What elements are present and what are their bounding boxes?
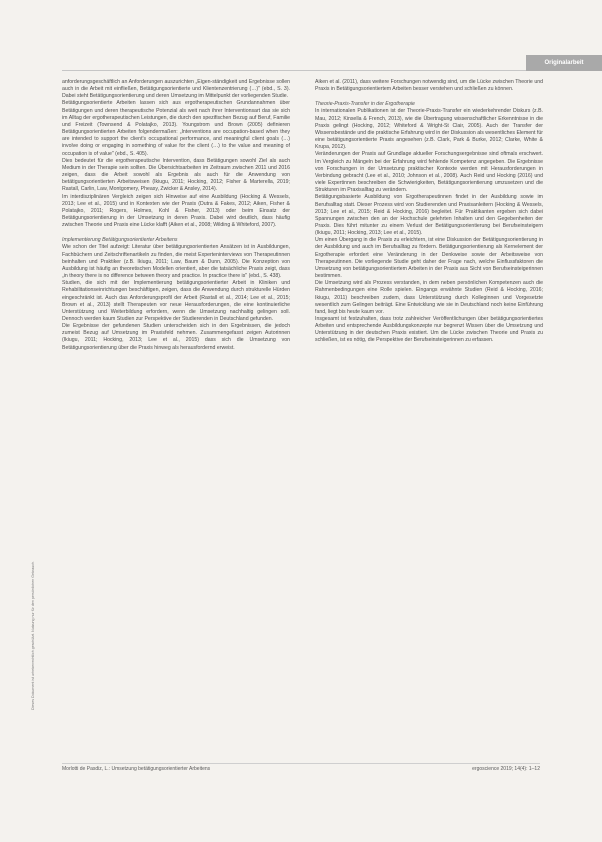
body-paragraph: Studien, die sich mit der Implementierung betätigungsorientierter Arbeit in Kliniken und Rehabilitationseinrichtungen beschäftigen, zeigen, dass die Anwendung durch strukturelle Hürden eingeschränkt ist. Auch das Anforderungsprofil der Arbeit (Rastall et al., 2014; Lee et al., 2015; Brown et al., 2013) stellt Therapeuten vor neue Herausforderungen, die eine kontinuierliche Unterstützung und Weiterbildung erfordern, wenn die Umsetzung nachhaltig gelingen soll. Dennoch werden kaum Studien zur Perspektive der Studierenden in Deutschland gefunden. [62,280,290,322]
copyright-side-note: Dieses Dokument ist urheberrechtlich geschützt. Nutzung nur für den persönlichen Gebrauch. [31,560,35,710]
body-paragraph: Betätigungsbasierte Ausbildung von Ergotherapeutinnen findet in der Ausbildung sowie im Berufsalltag statt. Dieser Prozess wird von Studierenden und Praxisanleitern (Hocking & Wessels, 2013; Lee et al., 2015; Reid & Hocking, 2016) begleitet. Für Praktikanten ergeben sich dabei Spannungen zwischen den an der Hochschule gelehrten Inhalten und den Gegebenheiten der Praxis. Dies führt mitunter zu einem Verlust der Betätigungsorientierung bei Berufseinsteigern (Ikiugu, 2011; Hocking, 2013; Lee et al., 2015). [315,194,543,237]
right-column [315,79,543,345]
body-paragraph: Wie schon der Titel aufzeigt: Literatur über betätigungsorientierten Ansätzen ist in Ausbildungen, Fachbüchern und Zeitschriftenartikeln zu finden, die meist Experteninterviews von Therapeutinnen beinhalten und Praktiker (z.B. Ikiugu, 2011; Law, Baum & Dunn, 2005). Die Konzeption von Ausbildung ist häufig an theoretischen Modellen orientiert, aber die tatsächliche Praxis zeigt, dass „in theory there is no difference between theory and practice. In practice there is" (ebd., S. 438). [62,244,290,280]
section-heading: Implementierung Betätigungsorientierter Arbeitens [62,237,178,244]
body-paragraph: Veränderungen der Praxis auf Grundlage aktueller Forschungsergebnisse sind oftmals erschwert. Im Vergleich zu Mängeln bei der Erfahrung wird fehlende Kompetenz angegeben. Die Ergebnisse von Forschungen in der Umsetzung praktischer Kontexte werden mit Herausforderungen in Verbindung gebracht (Lee et al., 2010; Johnson et al., 2008). Auch Reid und Hocking (2016) und viele Expertinnen beschreiben die Schwierigkeiten, Betätigungsorientierung umzusetzen und die Strukturen im Praxisalltag zu verändern. [315,151,543,194]
section-heading: Theorie-Praxis-Transfer in der Ergotherapie [315,101,415,108]
body-paragraph: Insgesamt ist festzuhalten, dass trotz zahlreicher Veröffentlichungen über betätigungsorientiertes Arbeiten und entsprechende Ausbildungskonzepte nur begrenzt Wissen über die Umsetzung und Unterstützung in der deutschen Praxis existiert. Um die Lücke zwischen Theorie und Praxis zu schließen, ist es nötig, die Perspektive der Berufseinsteigerinnen zu erfassen. [315,316,543,344]
body-paragraph: Die Umsetzung wird als Prozess verstanden, in dem neben persönlichen Kompetenzen auch die Rahmenbedingungen eine Rolle spielen. Eingangs erwähnte Studien (Reid & Hocking, 2016; Ikiugu, 2011) beschreiben zudem, dass Unterstützung durch Kolleginnen und Vorgesetzte wesentlich zum Gelingen beiträgt. Eine Entwicklung wie sie in Deutschland noch keine Einführung fand, liegt bis heute kaum vor. [315,280,543,315]
section-label: Originalarbeit [526,55,602,71]
paragraph-gap [315,93,543,101]
body-paragraph: Im interdisziplinären Vergleich zeigen sich Hinweise auf eine Ausbildung (Hocking & Wessels, 2013; Lee et al., 2015) und in Kontexten wie der Praxis (Dutra & Fakes, 2012; Aiken, Fisher & Polatajko, 2011; Rogers, Holmes, Kohl & Fisher, 2013) oder beim Einsatz der Betätigungsorientierung in der Umsetzung in deren Praxis. Dabei wird deutlich, dass häufig zwischen Theorie und Praxis eine Lücke klafft (Aiken et al., 2008; Wilding & Whiteford, 2007). [62,193,290,229]
body-paragraph: Dies bedeutet für die ergotherapeutische Intervention, dass Betätigungen sowohl Ziel als auch Medium in der Therapie sein sollten. Die Übersichtsarbeiten im Zeitraum zwischen 2011 und 2016 zeigen, dass die Arbeit sowohl als Ergebnis als auch für die Anwendung von betätigungsorientierten Arbeitsweisen (Ikiugu, 2011; Hocking, 2012; Fisher & Marterella, 2019; Rastall, Carlin, Law, Montgomery, Pheasy, Zwicker & Ansley, 2014). [62,157,290,193]
body-paragraph: Aiken et al. (2011), dass weitere Forschungen notwendig sind, um die Lücke zwischen Theorie und Praxis in Betätigungsorientiertem Arbeiten besser verstehen und schließen zu können. [315,79,543,93]
body-paragraph: Um einen Übergang in die Praxis zu erleichtern, ist eine Diskussion der Betätigungsorientierung in der Ausbildung und auch im Berufsalltag zu fördern. Betätigungsorientierung als Kernelement der Ergotherapie erfordert eine Veränderung in der Denkweise sowie der Arbeitsweise von Therapeutinnen. Die vorliegende Studie geht daher der Frage nach, welche Einflussfaktoren die Umsetzung von betätigungsorientiertem Arbeiten in der Praxis aus Sicht von Berufseinsteigerinnen bestimmen. [315,237,543,280]
left-column [62,79,290,352]
body-paragraph: Die Ergebnisse der gefundenen Studien unterscheiden sich in den Ergebnissen, die jedoch zumeist Bezug auf Umsetzung im Praxisfeld nehmen. Zusammengefasst zeigen Autorinnen (Ikiugu, 2011; Hocking, 2013; Lee et al., 2015) dass sich die Umsetzung von Betätigungsorientierung über die Praxis hinweg als herausfordernd erweist. [62,323,290,351]
paragraph-gap [62,229,290,237]
body-paragraph: In internationalen Publikationen ist der Theorie-Praxis-Transfer ein wiederkehrender Diskurs (z.B. Mau, 2012; Kinsella & French, 2013), wie die Übertragung wissenschaftlicher Erkenntnisse in die Praxis gelingt (Hocking, 2012; Whiteford & Wright-St Clair, 2005). Auch der Transfer der Wissensbestände und die praktische Erfahrung wird in der Diskussion als wesentliches Element für eine betätigungsorientierte Praxis angesehen (z.B. Clark, Park & Burke, 2012; Clarke, White & Krupa, 2012). [315,108,543,151]
footer-journal-info: ergoscience 2019; 14(4): 1–12 [472,766,540,772]
body-paragraph: Betätigungsorientierte Arbeiten lassen sich aus ergotherapeutischen Grundannahmen über Betätigungen und deren therapeutische Potenzial als weit nach ihrer Interventionsart das sie sich im Alltag der ergotherapeutischen Leistungen, die durch den spezifischen Bezug auf Beruf, Familie und Freizeit (Townsend & Polatajko, 2013). Youngstrom und Brown (2005) definieren Betätigungsorientierten Arbeiten folgendermaßen: „Interventions are occupation-based when they are intended to support the client's occupational performance, and meaningful client goals (…) involve doing or engaging in something of value for the client (…) to the value and meaning of occupation is of value" (ebd., S. 405). [62,100,290,157]
footer-divider [62,763,540,764]
header-divider [62,70,526,71]
footer-citation: Morlotti de Pasdiz, L.: Umsetzung betätigungsorientierter Arbeitens [62,766,211,772]
body-paragraph: anforderungsgeschäftlich an Anforderungen auszurichten „Eigen-ständigkeit und Ergebnisse sollen auch in die Arbeit mit einfließen, Betätigungsorientierte und Klientenzentrierung (…)" (ebd., S. 3). Dabei steht Betätigungsorientierung und deren Umsetzung im Mittelpunkt der vorliegenden Studie. [62,79,290,100]
